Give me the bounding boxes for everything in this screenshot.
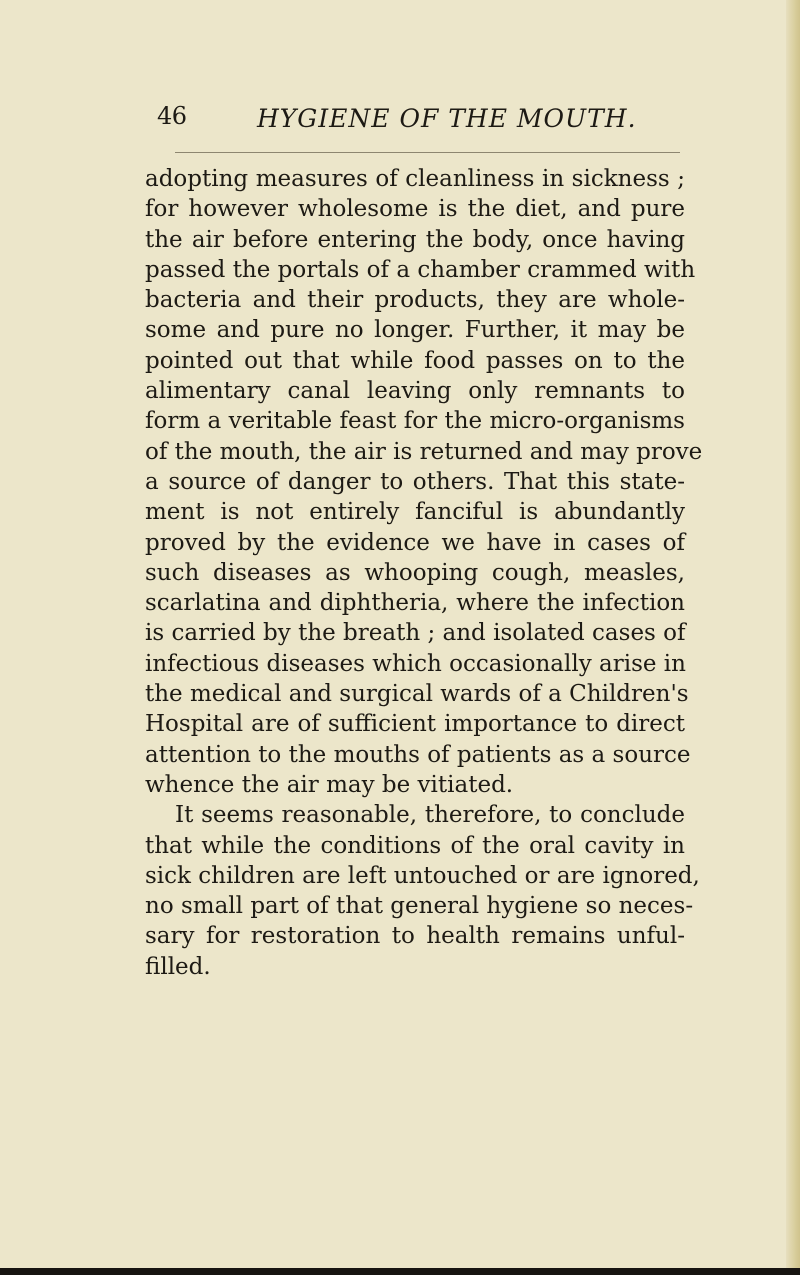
text-line: that while the conditions of the oral cavity in xyxy=(145,832,685,859)
text-line: no small part of that general hygiene so neces- xyxy=(145,893,694,920)
running-title: HYGIENE OF THE MOUTH. xyxy=(257,104,637,133)
page-number: 46 xyxy=(157,102,187,130)
text-line: proved by the evidence we have in cases of xyxy=(145,529,685,556)
text-line: form a veritable feast for the micro-organisms xyxy=(145,408,685,435)
text-line: of the mouth, the air is returned and may prove xyxy=(145,438,703,465)
text-line: sary for restoration to health remains unful- xyxy=(145,923,685,950)
text-line: alimentary canal leaving only remnants to xyxy=(145,378,685,405)
paragraph-end-line: whence the air may be vitiated. xyxy=(145,771,514,798)
text-line: such diseases as whooping cough, measles, xyxy=(145,559,685,586)
text-line: for however wholesome is the diet, and pure xyxy=(145,196,685,223)
text-line: infectious diseases which occasionally arise in xyxy=(145,650,686,677)
paragraph-end-line: filled. xyxy=(145,953,211,980)
bottom-border xyxy=(0,1268,800,1275)
paragraph-start-line: It seems reasonable, therefore, to conclude xyxy=(175,802,685,829)
text-line: pointed out that while food passes on to the xyxy=(145,347,685,374)
text-line: bacteria and their products, they are whole- xyxy=(145,287,685,314)
text-line: passed the portals of a chamber crammed with xyxy=(145,256,696,283)
text-line: adopting measures of cleanliness in sickness ; xyxy=(145,166,685,192)
header-rule xyxy=(175,152,680,153)
text-line: Hospital are of sufficient importance to direct xyxy=(145,711,685,738)
text-line: a source of danger to others. That this state- xyxy=(145,468,685,495)
text-line: some and pure no longer. Further, it may be xyxy=(145,317,685,344)
page-edge xyxy=(786,0,800,1275)
page-header xyxy=(0,100,800,140)
body-text xyxy=(145,164,703,982)
text-line: scarlatina and diphtheria, where the infection xyxy=(145,590,685,617)
text-line: ment is not entirely fanciful is abundantly xyxy=(145,499,685,526)
text-line: the air before entering the body, once having xyxy=(145,226,685,253)
text-line: attention to the mouths of patients as a source xyxy=(145,741,691,768)
text-line: the medical and surgical wards of a Children's xyxy=(145,681,689,708)
text-line: sick children are left untouched or are ignored, xyxy=(145,862,700,889)
text-line: is carried by the breath ; and isolated cases of xyxy=(145,620,686,647)
